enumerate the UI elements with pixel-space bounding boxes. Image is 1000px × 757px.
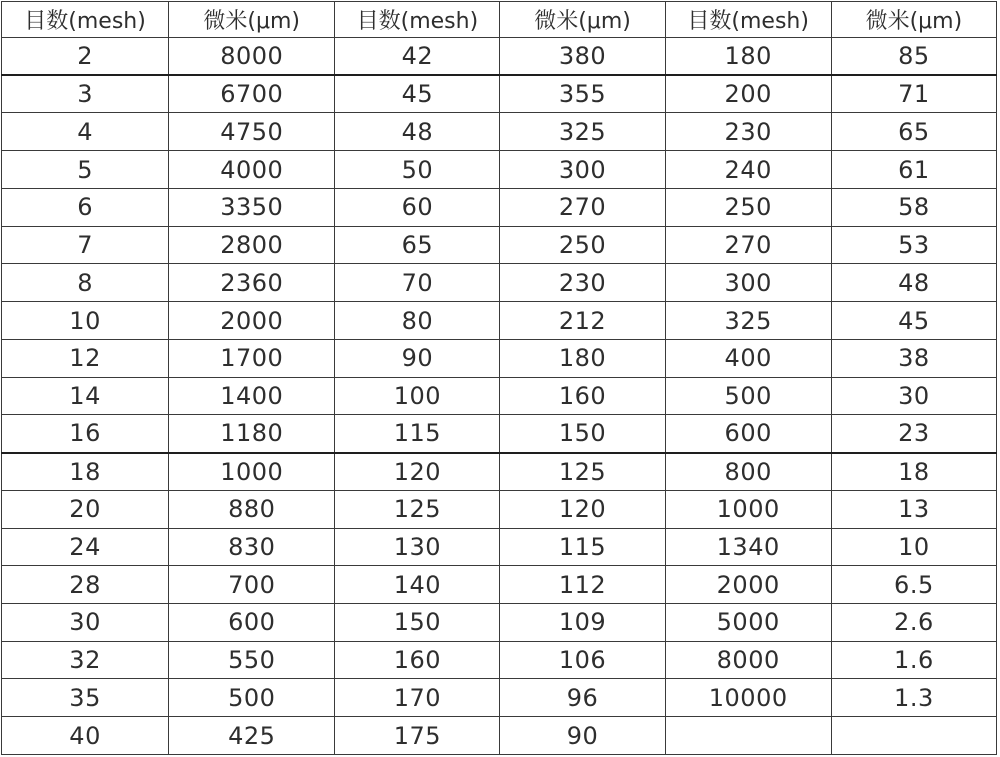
micron-cell [831,717,996,755]
micron-cell: 150 [500,415,665,453]
mesh-cell: 45 [335,75,500,113]
micron-cell: 550 [169,641,335,679]
micron-cell: 65 [831,113,996,151]
micron-cell: 600 [169,604,335,642]
table-row [2,566,997,604]
micron-cell: 250 [500,226,665,264]
micron-cell: 2000 [169,302,335,340]
micron-cell: 112 [500,566,665,604]
micron-cell: 8000 [169,38,335,76]
mesh-cell: 70 [335,264,500,302]
mesh-cell: 5000 [665,604,831,642]
micron-cell: 61 [831,151,996,189]
micron-cell: 96 [500,679,665,717]
mesh-micron-conversion-table [1,1,997,755]
mesh-cell: 28 [2,566,169,604]
micron-cell: 1.3 [831,679,996,717]
micron-cell: 425 [169,717,335,755]
mesh-cell: 60 [335,188,500,226]
micron-cell: 13 [831,490,996,528]
mesh-cell: 48 [335,113,500,151]
mesh-cell: 270 [665,226,831,264]
micron-cell: 4000 [169,151,335,189]
micron-cell: 53 [831,226,996,264]
micron-cell: 85 [831,38,996,76]
micron-cell: 6700 [169,75,335,113]
micron-cell: 120 [500,490,665,528]
mesh-cell: 42 [335,38,500,76]
micron-cell: 115 [500,528,665,566]
table-row [2,717,997,755]
table-body [2,38,997,755]
table-row [2,641,997,679]
micron-cell: 180 [500,339,665,377]
header-micron: 微米(μm) [169,2,335,38]
mesh-cell: 6 [2,188,169,226]
micron-cell: 500 [169,679,335,717]
mesh-cell: 16 [2,415,169,453]
micron-cell: 38 [831,339,996,377]
mesh-cell: 500 [665,377,831,415]
table-row [2,75,997,113]
mesh-cell: 2 [2,38,169,76]
mesh-cell: 170 [335,679,500,717]
micron-cell: 230 [500,264,665,302]
table-row [2,226,997,264]
micron-cell: 300 [500,151,665,189]
mesh-cell: 5 [2,151,169,189]
mesh-cell: 175 [335,717,500,755]
header-mesh: 目数(mesh) [335,2,500,38]
mesh-cell: 140 [335,566,500,604]
table-row [2,339,997,377]
micron-cell: 30 [831,377,996,415]
micron-cell: 1.6 [831,641,996,679]
mesh-cell: 115 [335,415,500,453]
mesh-cell: 80 [335,302,500,340]
table-row [2,264,997,302]
table-header-row [2,2,997,38]
mesh-cell: 200 [665,75,831,113]
micron-cell: 160 [500,377,665,415]
mesh-cell: 120 [335,453,500,491]
mesh-cell: 8 [2,264,169,302]
mesh-cell: 10000 [665,679,831,717]
micron-cell: 106 [500,641,665,679]
micron-cell: 18 [831,453,996,491]
micron-cell: 2.6 [831,604,996,642]
mesh-cell: 3 [2,75,169,113]
table-row [2,528,997,566]
mesh-cell: 100 [335,377,500,415]
mesh-cell: 125 [335,490,500,528]
micron-cell: 125 [500,453,665,491]
mesh-cell: 325 [665,302,831,340]
mesh-cell: 400 [665,339,831,377]
mesh-cell: 65 [335,226,500,264]
micron-cell: 10 [831,528,996,566]
table-row [2,151,997,189]
mesh-cell: 4 [2,113,169,151]
mesh-cell: 180 [665,38,831,76]
micron-cell: 212 [500,302,665,340]
micron-cell: 3350 [169,188,335,226]
mesh-cell [665,717,831,755]
micron-cell: 325 [500,113,665,151]
micron-cell: 48 [831,264,996,302]
micron-cell: 270 [500,188,665,226]
micron-cell: 109 [500,604,665,642]
mesh-cell: 50 [335,151,500,189]
table-row [2,38,997,76]
mesh-cell: 230 [665,113,831,151]
micron-cell: 830 [169,528,335,566]
mesh-cell: 150 [335,604,500,642]
table-row [2,453,997,491]
mesh-cell: 1340 [665,528,831,566]
micron-cell: 700 [169,566,335,604]
micron-cell: 23 [831,415,996,453]
header-mesh: 目数(mesh) [2,2,169,38]
mesh-cell: 12 [2,339,169,377]
micron-cell: 1700 [169,339,335,377]
micron-cell: 4750 [169,113,335,151]
micron-cell: 1000 [169,453,335,491]
table-row [2,679,997,717]
micron-cell: 2360 [169,264,335,302]
mesh-cell: 24 [2,528,169,566]
micron-cell: 2800 [169,226,335,264]
table-row [2,377,997,415]
mesh-cell: 2000 [665,566,831,604]
mesh-cell: 800 [665,453,831,491]
micron-cell: 45 [831,302,996,340]
mesh-cell: 130 [335,528,500,566]
mesh-cell: 18 [2,453,169,491]
micron-cell: 1400 [169,377,335,415]
micron-cell: 355 [500,75,665,113]
mesh-cell: 600 [665,415,831,453]
mesh-cell: 7 [2,226,169,264]
header-micron: 微米(μm) [500,2,665,38]
micron-cell: 1180 [169,415,335,453]
micron-cell: 6.5 [831,566,996,604]
table-row [2,604,997,642]
mesh-cell: 1000 [665,490,831,528]
mesh-cell: 250 [665,188,831,226]
header-micron: 微米(μm) [831,2,996,38]
table-row [2,415,997,453]
mesh-cell: 20 [2,490,169,528]
micron-cell: 880 [169,490,335,528]
micron-cell: 90 [500,717,665,755]
table-row [2,302,997,340]
micron-cell: 380 [500,38,665,76]
mesh-cell: 240 [665,151,831,189]
mesh-cell: 8000 [665,641,831,679]
mesh-cell: 35 [2,679,169,717]
table-row [2,188,997,226]
mesh-cell: 300 [665,264,831,302]
mesh-cell: 160 [335,641,500,679]
header-mesh: 目数(mesh) [665,2,831,38]
micron-cell: 71 [831,75,996,113]
mesh-cell: 32 [2,641,169,679]
mesh-cell: 10 [2,302,169,340]
mesh-cell: 90 [335,339,500,377]
mesh-cell: 30 [2,604,169,642]
micron-cell: 58 [831,188,996,226]
mesh-cell: 40 [2,717,169,755]
table-row [2,113,997,151]
table-row [2,490,997,528]
mesh-cell: 14 [2,377,169,415]
